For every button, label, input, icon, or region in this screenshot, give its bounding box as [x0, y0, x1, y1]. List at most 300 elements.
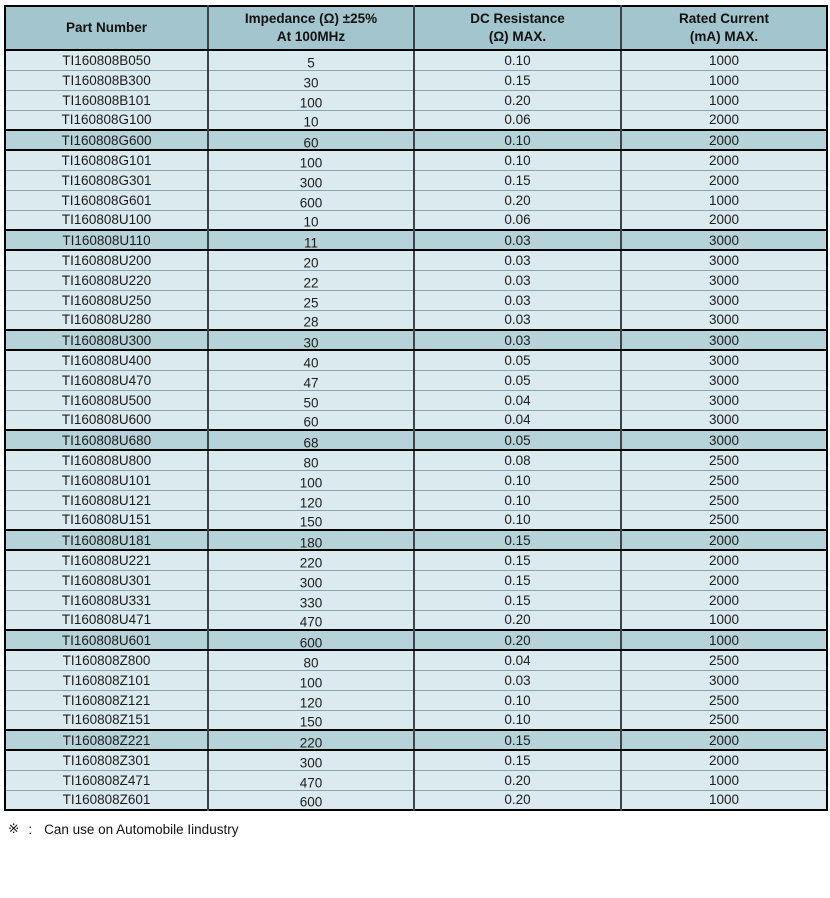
impedance-cell [208, 170, 414, 190]
cell-text: 2000 [708, 212, 740, 228]
cell-text: 1000 [708, 792, 740, 808]
table-row [5, 230, 827, 250]
cell-text: 3000 [708, 392, 740, 408]
cell-text: TI160808Z800 [62, 652, 151, 668]
header-line: Part Number [65, 20, 148, 36]
col-header-dc-resistance [414, 6, 621, 50]
rated-current-cell [621, 170, 827, 190]
cell-text: 3000 [708, 372, 740, 388]
table-header [5, 6, 827, 50]
cell-text: 10 [303, 114, 319, 130]
cell-text: 300 [299, 175, 323, 190]
table-row [5, 650, 827, 670]
spec-table [4, 5, 828, 811]
cell-text: 0.03 [504, 312, 531, 328]
cell-text: 2500 [708, 512, 740, 528]
cell-text: 2000 [708, 132, 740, 148]
impedance-cell [208, 390, 414, 410]
part-number-cell [5, 410, 208, 430]
table-row [5, 790, 827, 810]
part-number-cell [5, 510, 208, 530]
dc-resistance-cell [414, 650, 621, 670]
impedance-cell [208, 470, 414, 490]
cell-text: 0.10 [504, 492, 531, 508]
cell-text: 1000 [708, 612, 740, 628]
dc-resistance-cell [414, 490, 621, 510]
dc-resistance-cell [414, 750, 621, 770]
part-number-cell [5, 210, 208, 230]
cell-text: TI160808U400 [61, 352, 152, 368]
cell-text: TI160808U250 [61, 292, 152, 308]
impedance-cell [208, 690, 414, 710]
table-row [5, 750, 827, 770]
rated-current-cell [621, 490, 827, 510]
cell-text: 0.15 [504, 732, 531, 748]
rated-current-cell [621, 750, 827, 770]
cell-text: 0.20 [504, 612, 531, 628]
cell-text: TI160808U221 [61, 552, 152, 568]
part-number-cell [5, 790, 208, 810]
impedance-cell [208, 330, 414, 350]
impedance-cell [208, 590, 414, 610]
impedance-cell [208, 750, 414, 770]
dc-resistance-cell [414, 210, 621, 230]
table-row [5, 290, 827, 310]
impedance-cell [208, 670, 414, 690]
cell-text: 1000 [708, 92, 740, 108]
rated-current-cell [621, 90, 827, 110]
rated-current-cell [621, 50, 827, 70]
dc-resistance-cell [414, 550, 621, 570]
impedance-cell [208, 350, 414, 370]
part-number-cell [5, 530, 208, 550]
cell-text: 1000 [708, 52, 740, 68]
rated-current-cell [621, 710, 827, 730]
rated-current-cell [621, 430, 827, 450]
dc-resistance-cell [414, 630, 621, 650]
cell-text: 28 [303, 314, 319, 330]
rated-current-cell [621, 470, 827, 490]
impedance-cell [208, 530, 414, 550]
cell-text: TI160808U220 [61, 272, 152, 288]
table-row [5, 490, 827, 510]
rated-current-cell [621, 570, 827, 590]
impedance-cell [208, 430, 414, 450]
col-header-rated-current [621, 6, 827, 50]
cell-text: 3000 [708, 232, 740, 248]
impedance-cell [208, 130, 414, 150]
cell-text: 220 [299, 555, 323, 571]
table-row [5, 330, 827, 350]
cell-text: 2000 [708, 592, 740, 608]
table-row [5, 510, 827, 530]
cell-text: 0.15 [504, 72, 531, 88]
rated-current-cell [621, 130, 827, 150]
table-row [5, 310, 827, 330]
cell-text: 0.20 [504, 192, 531, 208]
dc-resistance-cell [414, 530, 621, 550]
rated-current-cell [621, 290, 827, 310]
impedance-cell [208, 150, 414, 170]
dc-resistance-cell [414, 290, 621, 310]
impedance-cell [208, 190, 414, 210]
table-body [5, 50, 827, 810]
cell-text: TI160808U101 [61, 472, 152, 488]
header-line: (mA) MAX. [689, 29, 759, 44]
cell-text: 0.03 [504, 272, 531, 288]
dc-resistance-cell [414, 190, 621, 210]
part-number-cell [5, 450, 208, 470]
cell-text: 2000 [708, 172, 740, 188]
impedance-cell [208, 550, 414, 570]
cell-text: 3000 [708, 272, 740, 288]
cell-text: TI160808U471 [61, 612, 152, 628]
part-number-cell [5, 750, 208, 770]
cell-text: 3000 [708, 412, 740, 428]
rated-current-cell [621, 190, 827, 210]
part-number-cell [5, 370, 208, 390]
cell-text: 2500 [708, 472, 740, 488]
impedance-cell [208, 250, 414, 270]
part-number-cell [5, 190, 208, 210]
table-row [5, 550, 827, 570]
impedance-cell [208, 570, 414, 590]
impedance-cell [208, 270, 414, 290]
impedance-cell [208, 510, 414, 530]
dc-resistance-cell [414, 710, 621, 730]
dc-resistance-cell [414, 410, 621, 430]
cell-text: 5 [307, 55, 315, 71]
cell-text: 0.10 [504, 132, 531, 148]
cell-text: 300 [299, 575, 323, 590]
cell-text: TI160808G301 [61, 172, 152, 188]
impedance-cell [208, 630, 414, 650]
cell-text: 0.03 [504, 332, 531, 348]
cell-text: 100 [299, 155, 323, 171]
dc-resistance-cell [414, 730, 621, 750]
table-row [5, 150, 827, 170]
cell-text: 120 [299, 695, 323, 710]
impedance-cell [208, 210, 414, 230]
cell-text: 0.15 [504, 752, 531, 768]
cell-text: 0.20 [504, 92, 531, 108]
table-row [5, 430, 827, 450]
cell-text: TI160808U500 [61, 392, 152, 408]
table-row [5, 410, 827, 430]
cell-text: TI160808U601 [61, 632, 152, 648]
header-line: (Ω) MAX. [488, 29, 547, 44]
cell-text: 0.15 [504, 172, 531, 188]
impedance-cell [208, 310, 414, 330]
cell-text: 22 [303, 275, 319, 290]
cell-text: 30 [303, 335, 319, 350]
rated-current-cell [621, 70, 827, 90]
cell-text: 25 [303, 295, 319, 310]
part-number-cell [5, 770, 208, 790]
part-number-cell [5, 330, 208, 350]
cell-text: TI160808G100 [61, 112, 152, 128]
impedance-cell [208, 730, 414, 750]
impedance-cell [208, 110, 414, 130]
cell-text: 0.10 [504, 472, 531, 488]
cell-text: 300 [299, 755, 323, 771]
table-row [5, 670, 827, 690]
table-row [5, 350, 827, 370]
part-number-cell [5, 630, 208, 650]
cell-text: TI160808U200 [61, 252, 152, 268]
cell-text: TI160808B050 [62, 52, 151, 68]
table-row [5, 190, 827, 210]
rated-current-cell [621, 330, 827, 350]
cell-text: 0.03 [504, 252, 531, 268]
dc-resistance-cell [414, 470, 621, 490]
cell-text: 80 [303, 655, 319, 671]
part-number-cell [5, 430, 208, 450]
rated-current-cell [621, 370, 827, 390]
cell-text: 100 [299, 95, 323, 110]
cell-text: 2000 [708, 532, 740, 548]
col-header-part-number [5, 6, 208, 50]
rated-current-cell [621, 310, 827, 330]
part-number-cell [5, 50, 208, 70]
part-number-cell [5, 590, 208, 610]
cell-text: TI160808U151 [61, 512, 152, 528]
rated-current-cell [621, 250, 827, 270]
cell-text: 2000 [708, 112, 740, 128]
table-row [5, 690, 827, 710]
impedance-cell [208, 650, 414, 670]
cell-text: 0.06 [504, 112, 531, 128]
table-row [5, 610, 827, 630]
table-row [5, 390, 827, 410]
rated-current-cell [621, 770, 827, 790]
cell-text: 47 [303, 375, 319, 390]
footnote [8, 821, 826, 837]
part-number-cell [5, 150, 208, 170]
rated-current-cell [621, 270, 827, 290]
cell-text: 0.20 [504, 772, 531, 788]
cell-text: TI160808Z121 [62, 692, 151, 708]
table-row [5, 110, 827, 130]
part-number-cell [5, 250, 208, 270]
dc-resistance-cell [414, 450, 621, 470]
cell-text: 3000 [708, 432, 740, 448]
cell-text: 100 [299, 475, 323, 490]
table-row [5, 170, 827, 190]
cell-text: 1000 [708, 772, 740, 788]
cell-text: 11 [303, 235, 318, 250]
dc-resistance-cell [414, 670, 621, 690]
part-number-cell [5, 290, 208, 310]
rated-current-cell [621, 690, 827, 710]
cell-text: 2500 [708, 492, 740, 508]
header-row [5, 6, 827, 50]
cell-text: TI160808U110 [62, 232, 151, 248]
cell-text: TI160808B101 [62, 92, 151, 108]
cell-text: TI160808U300 [61, 332, 152, 348]
dc-resistance-cell [414, 170, 621, 190]
part-number-cell [5, 670, 208, 690]
cell-text: 150 [299, 514, 323, 530]
cell-text: TI160808Z151 [62, 712, 151, 728]
cell-text: 0.10 [504, 52, 531, 68]
cell-text: 3000 [708, 672, 740, 688]
impedance-cell [208, 370, 414, 390]
rated-current-cell [621, 410, 827, 430]
part-number-cell [5, 310, 208, 330]
cell-text: TI160808G600 [61, 132, 152, 148]
cell-text: 150 [299, 714, 323, 730]
table-row [5, 730, 827, 750]
cell-text: 0.03 [504, 232, 531, 248]
dc-resistance-cell [414, 310, 621, 330]
table-row [5, 630, 827, 650]
rated-current-cell [621, 210, 827, 230]
cell-text: TI160808U470 [61, 372, 152, 388]
impedance-cell [208, 490, 414, 510]
cell-text: 3000 [708, 292, 740, 308]
cell-text: 2500 [708, 452, 740, 468]
table-row [5, 70, 827, 90]
cell-text: 80 [303, 455, 319, 471]
impedance-cell [208, 770, 414, 790]
cell-text: 3000 [708, 332, 740, 348]
cell-text: 0.04 [504, 412, 531, 428]
cell-text: 1000 [708, 72, 740, 88]
impedance-cell [208, 450, 414, 470]
table-row [5, 250, 827, 270]
rated-current-cell [621, 530, 827, 550]
cell-text: TI160808Z221 [62, 732, 151, 748]
cell-text: 0.15 [504, 572, 531, 588]
table-row [5, 50, 827, 70]
cell-text: 0.15 [504, 532, 531, 548]
cell-text: TI160808Z101 [62, 672, 151, 688]
cell-text: 2500 [708, 712, 740, 728]
impedance-cell [208, 90, 414, 110]
cell-text: TI160808U800 [61, 452, 152, 468]
cell-text: 0.08 [504, 452, 531, 468]
cell-text: 220 [299, 735, 323, 750]
cell-text: 600 [299, 635, 323, 650]
cell-text: TI160808U181 [61, 532, 152, 548]
cell-text: 60 [303, 414, 319, 430]
part-number-cell [5, 470, 208, 490]
part-number-cell [5, 490, 208, 510]
dc-resistance-cell [414, 570, 621, 590]
table-row [5, 210, 827, 230]
cell-text: 330 [299, 595, 323, 610]
cell-text: 0.10 [504, 712, 531, 728]
impedance-cell [208, 290, 414, 310]
impedance-cell [208, 710, 414, 730]
cell-text: TI160808G601 [61, 192, 152, 208]
cell-text: 0.06 [504, 212, 531, 228]
rated-current-cell [621, 450, 827, 470]
cell-text: TI160808U600 [61, 412, 152, 428]
table-row [5, 590, 827, 610]
cell-text: TI160808B300 [62, 72, 151, 88]
cell-text: 100 [299, 675, 323, 690]
cell-text: 68 [303, 435, 319, 450]
rated-current-cell [621, 670, 827, 690]
rated-current-cell [621, 350, 827, 370]
cell-text: 3000 [708, 252, 740, 268]
rated-current-cell [621, 150, 827, 170]
table-row [5, 530, 827, 550]
dc-resistance-cell [414, 590, 621, 610]
impedance-cell [208, 410, 414, 430]
cell-text: 0.05 [504, 352, 531, 368]
impedance-cell [208, 70, 414, 90]
cell-text: 0.15 [504, 552, 531, 568]
cell-text: 470 [299, 775, 323, 790]
part-number-cell [5, 570, 208, 590]
dc-resistance-cell [414, 90, 621, 110]
part-number-cell [5, 90, 208, 110]
dc-resistance-cell [414, 350, 621, 370]
rated-current-cell [621, 790, 827, 810]
table-row [5, 770, 827, 790]
header-line: Rated Current [678, 11, 769, 27]
cell-text: 1000 [708, 192, 740, 208]
dc-resistance-cell [414, 370, 621, 390]
cell-text: 2000 [708, 732, 740, 748]
rated-current-cell [621, 230, 827, 250]
cell-text: 3000 [708, 312, 740, 328]
cell-text: 2500 [708, 692, 740, 708]
cell-text: 0.03 [504, 672, 531, 688]
cell-text: 0.10 [504, 512, 531, 528]
rated-current-cell [621, 390, 827, 410]
dc-resistance-cell [414, 690, 621, 710]
cell-text: 10 [303, 214, 319, 230]
cell-text: 1000 [708, 632, 740, 648]
table-row [5, 270, 827, 290]
cell-text: 60 [303, 135, 319, 150]
dc-resistance-cell [414, 70, 621, 90]
header-line: Impedance (Ω) ±25% [244, 11, 378, 27]
table-row [5, 570, 827, 590]
part-number-cell [5, 70, 208, 90]
cell-text: 2000 [708, 752, 740, 768]
reference-mark-symbol: ※ [8, 821, 20, 836]
table-row [5, 90, 827, 110]
cell-text: 30 [303, 75, 319, 90]
rated-current-cell [621, 730, 827, 750]
cell-text: 180 [299, 535, 323, 550]
part-number-cell [5, 610, 208, 630]
cell-text: 120 [299, 495, 323, 510]
rated-current-cell [621, 610, 827, 630]
cell-text: 600 [299, 195, 323, 210]
cell-text: TI160808G101 [61, 152, 152, 168]
cell-text: TI160808U280 [61, 312, 152, 328]
part-number-cell [5, 650, 208, 670]
dc-resistance-cell [414, 150, 621, 170]
dc-resistance-cell [414, 50, 621, 70]
impedance-cell [208, 230, 414, 250]
dc-resistance-cell [414, 330, 621, 350]
part-number-cell [5, 550, 208, 570]
cell-text: 0.05 [504, 432, 531, 448]
part-number-cell [5, 390, 208, 410]
footnote-separator: : [28, 821, 33, 837]
cell-text: TI160808U331 [61, 592, 152, 608]
part-number-cell [5, 690, 208, 710]
rated-current-cell [621, 510, 827, 530]
cell-text: 40 [303, 355, 319, 371]
